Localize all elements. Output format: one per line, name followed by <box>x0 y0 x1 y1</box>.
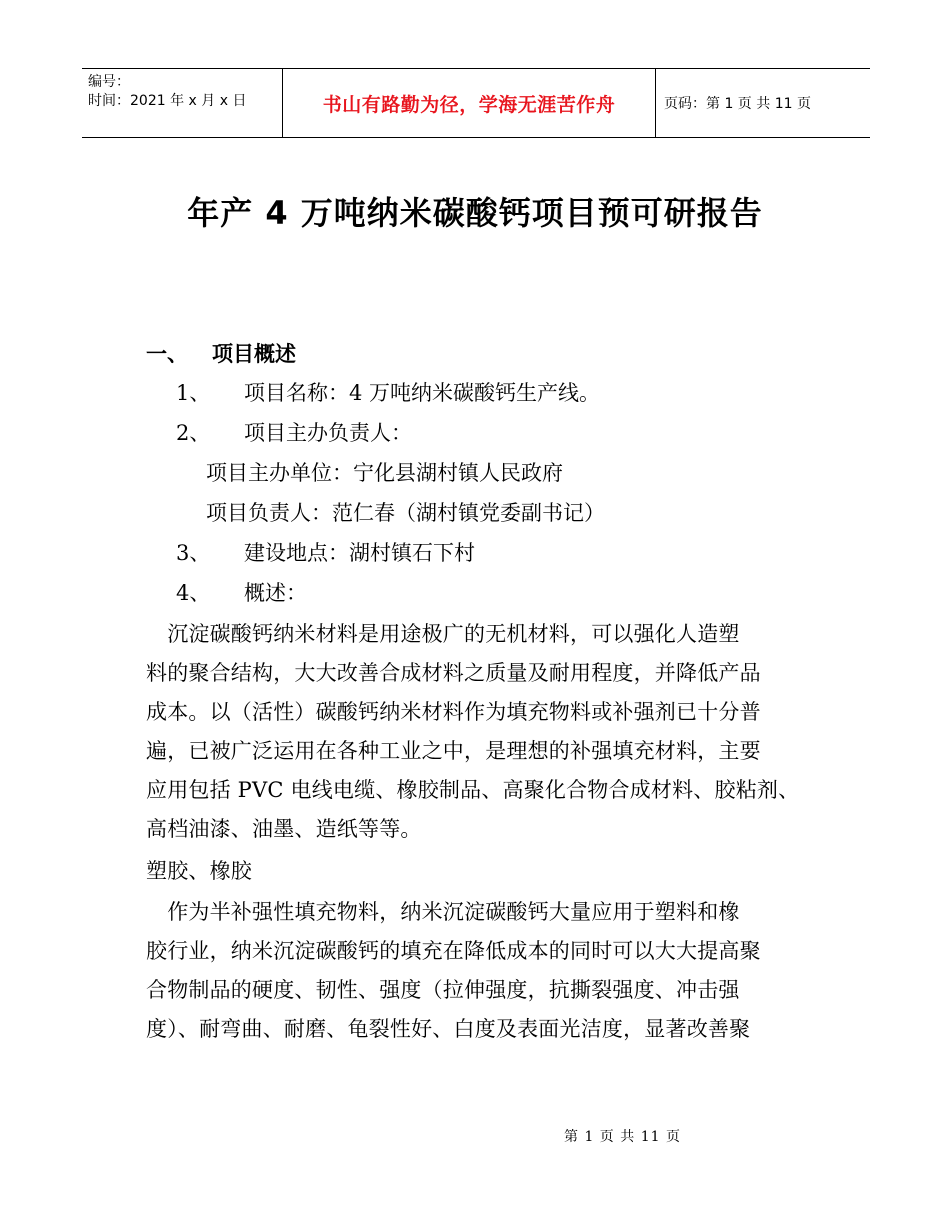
item-number: 1、 <box>176 381 211 405</box>
list-item <box>176 379 600 407</box>
header-page-info: 页码：第 1 页 共 11 页 <box>664 96 811 112</box>
responsible-person-line: 项目负责人：范仁春（湖村镇党委副书记） <box>206 501 605 525</box>
list-item <box>176 539 475 567</box>
paragraph-line: 胶行业，纳米沉淀碳酸钙的填充在降低成本的同时可以大大提高聚 <box>146 939 761 963</box>
item-number: 2、 <box>176 421 211 445</box>
item-text: 项目名称：4 万吨纳米碳酸钙生产线。 <box>244 381 601 405</box>
item-text: 建设地点：湖村镇石下村 <box>244 541 475 565</box>
page-footer: 第 1 页 共 11 页 <box>564 1129 681 1145</box>
subheading: 塑胶、橡胶 <box>146 859 252 883</box>
paragraph-line: 料的聚合结构，大大改善合成材料之质量及耐用程度，并降低产品 <box>146 661 761 685</box>
paragraph-line: 成本。以（活性）碳酸钙纳米材料作为填充物料或补强剂已十分普 <box>146 700 761 724</box>
section-number: 一、 <box>146 342 188 366</box>
organizer-line: 项目主办单位：宁化县湖村镇人民政府 <box>206 461 563 485</box>
paragraph-line: 高档油漆、油墨、造纸等等。 <box>146 817 422 841</box>
paragraph-line: 合物制品的硬度、韧性、强度（拉伸强度，抗撕裂强度、冲击强 <box>146 978 740 1002</box>
section-title: 项目概述 <box>212 342 296 366</box>
document-date-label: 时间：2021 年 x 月 x 日 <box>88 93 247 109</box>
paragraph-line: 作为半补强性填充物料，纳米沉淀碳酸钙大量应用于塑料和橡 <box>146 900 740 924</box>
header-motto: 书山有路勤为径，学海无涯苦作舟 <box>282 69 656 137</box>
list-item <box>176 419 412 447</box>
item-number: 4、 <box>176 581 211 605</box>
header-meta <box>82 69 282 137</box>
list-item <box>176 579 307 607</box>
paragraph-line: 遍，已被广泛运用在各种工业之中，是理想的补强填充材料，主要 <box>146 739 761 763</box>
section-heading <box>146 340 296 368</box>
paragraph-line: 应用包括 PVC 电线电缆、橡胶制品、高聚化合物合成材料、胶粘剂、 <box>146 778 800 802</box>
document-number-label: 编号： <box>88 74 130 90</box>
item-text: 项目主办负责人： <box>244 421 412 445</box>
paragraph-line: 沉淀碳酸钙纳米材料是用途极广的无机材料，可以强化人造塑 <box>146 622 740 646</box>
item-number: 3、 <box>176 541 211 565</box>
item-text: 概述： <box>244 581 307 605</box>
page-header <box>82 68 870 138</box>
document-title: 年产 4 万吨纳米碳酸钙项目预可研报告 <box>187 194 763 232</box>
paragraph-line: 度）、耐弯曲、耐磨、龟裂性好、白度及表面光洁度，显著改善聚 <box>146 1017 751 1041</box>
